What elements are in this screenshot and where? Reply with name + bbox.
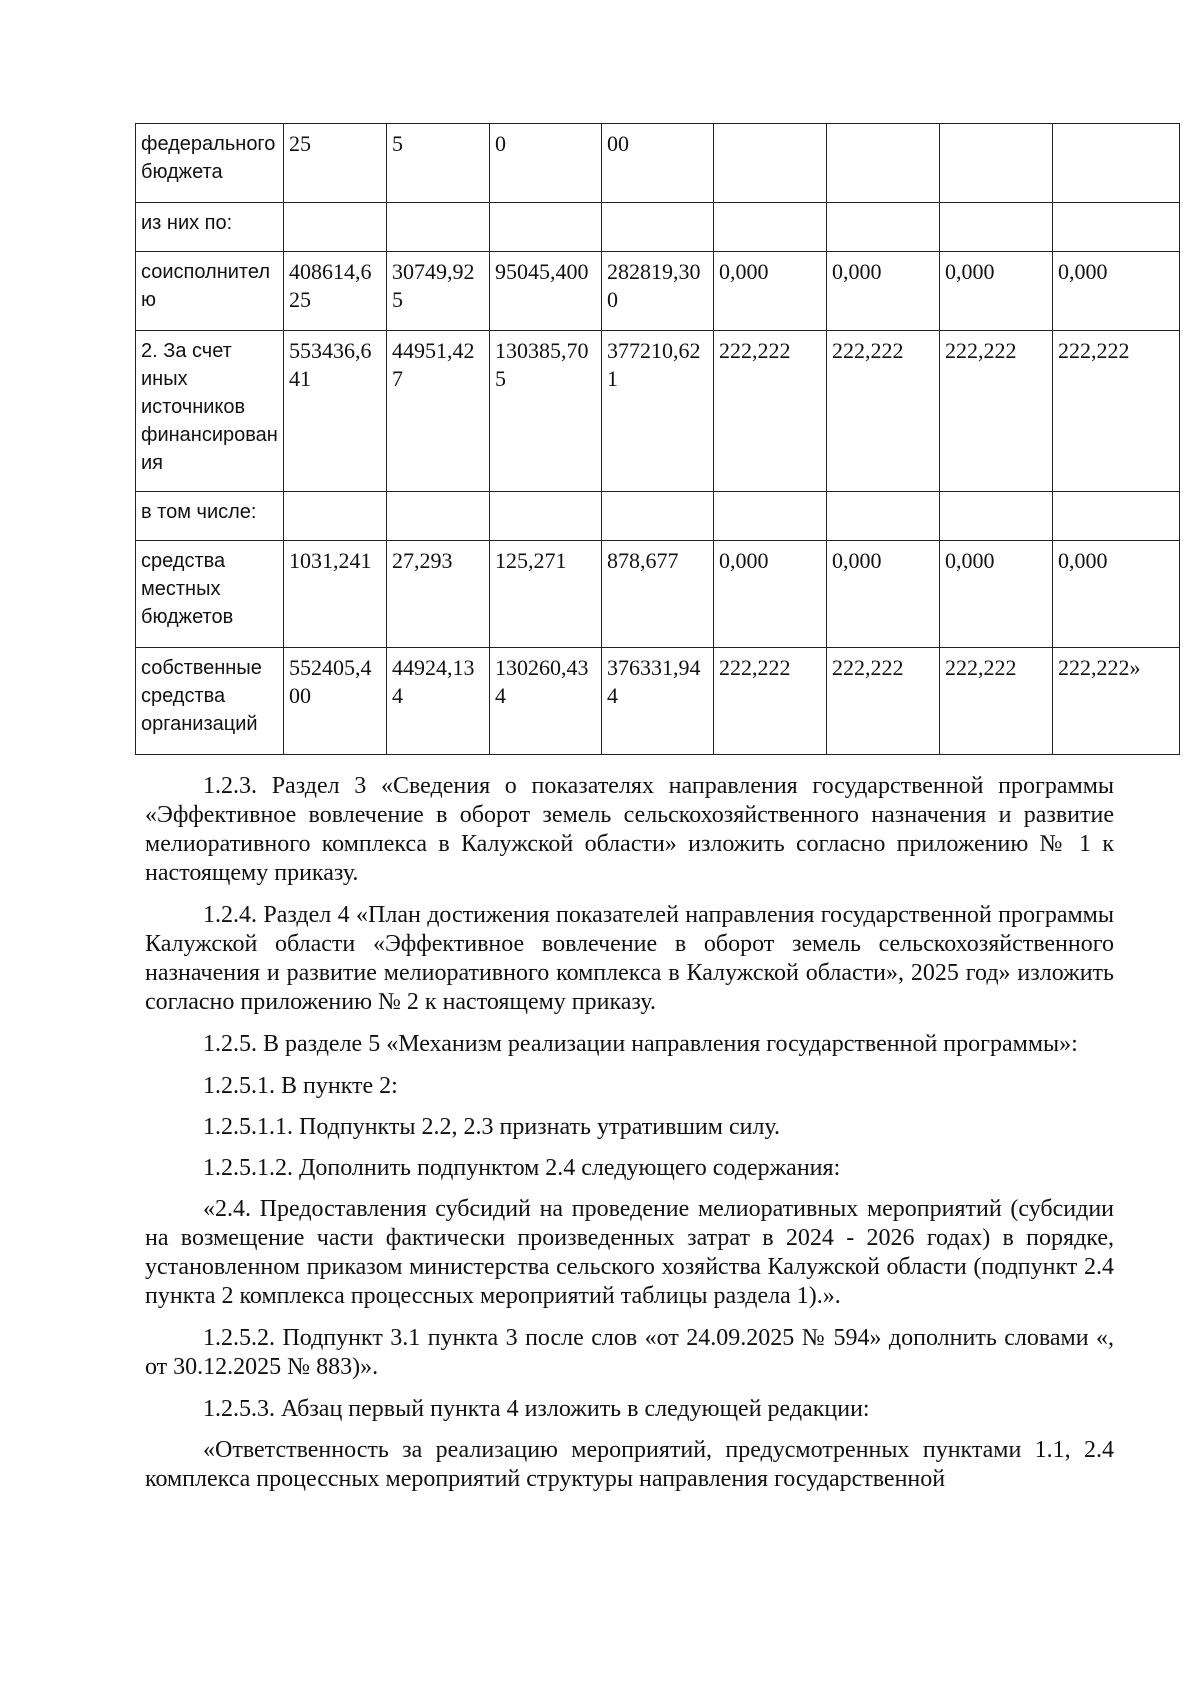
row-label: средства местных бюджетов [136,541,284,648]
paragraph: 1.2.5.2. Подпункт 3.1 пункта 3 после слов «от 24.09.2025 № 594» дополнить словами «, от 30.12.2025 № 883)». [145,1325,1114,1380]
table-cell: 408614,625 [284,252,387,331]
table-row [136,252,1180,331]
table-cell [714,124,827,203]
table-cell: 0,000 [714,541,827,648]
table-cell: 125,271 [490,541,602,648]
financing-table [135,123,1180,755]
table-row [136,648,1180,755]
table-cell: 222,222 [714,331,827,492]
row-label: из них по: [136,203,284,252]
table-cell [1053,492,1180,541]
table-cell [827,492,940,541]
table-cell: 553436,641 [284,331,387,492]
document-body [145,772,1114,1494]
table-cell: 95045,400 [490,252,602,331]
table-cell: 552405,400 [284,648,387,755]
table-cell [827,203,940,252]
table-cell: 1031,241 [284,541,387,648]
table-cell: 222,222 [714,648,827,755]
table-cell [602,203,714,252]
table-cell [284,203,387,252]
table-cell [490,203,602,252]
table-cell [387,203,490,252]
table-cell: 222,222 [827,331,940,492]
table-cell: 222,222» [1053,648,1180,755]
table-cell [940,492,1053,541]
table-cell: 44924,134 [387,648,490,755]
table-cell: 130260,434 [490,648,602,755]
table-cell: 27,293 [387,541,490,648]
table-cell [602,492,714,541]
table-cell: 282819,300 [602,252,714,331]
table-cell: 878,677 [602,541,714,648]
table-cell [387,492,490,541]
row-label: федерального бюджета [136,124,284,203]
table-cell [1053,203,1180,252]
table-cell: 25 [284,124,387,203]
paragraph: 1.2.4. Раздел 4 «План достижения показателей направления государственной программы Калужской области «Эффективное вовлечение в оборот земель сельскохозяйственного назначения и развитие мелиоративного комплекса в Калужской области», 2025 год» изложить согласно приложению № 2 к настоящему приказу. [145,902,1114,1015]
paragraph: 1.2.5.1.2. Дополнить подпунктом 2.4 следующего содержания: [203,1155,841,1181]
paragraph: 1.2.5. В разделе 5 «Механизм реализации направления государственной программы»: [203,1031,1078,1057]
table-cell [940,124,1053,203]
paragraph: 1.2.5.1. В пункте 2: [203,1073,398,1099]
table-cell: 0,000 [940,252,1053,331]
table-cell: 0,000 [1053,541,1180,648]
table-cell: 222,222 [940,648,1053,755]
table-cell: 0,000 [827,541,940,648]
table-cell [284,492,387,541]
table-cell [940,203,1053,252]
paragraph: «2.4. Предоставления субсидий на проведение мелиоративных мероприятий (субсидии на возмещение части фактически произведенных затрат в 2024 - 2026 годах) в порядке, установленном приказом министерства сельского хозяйства Калужской области (подпункт 2.4 пункта 2 комплекса процессных мероприятий таблицы раздела 1).». [145,1196,1114,1309]
table-row [136,492,1180,541]
paragraph: «Ответственность за реализацию мероприятий, предусмотренных пунктами 1.1, 2.4 комплекса процессных мероприятий структуры направления государственной [145,1437,1114,1492]
table-cell: 30749,925 [387,252,490,331]
table-row [136,203,1180,252]
table-cell: 5 [387,124,490,203]
table-cell: 222,222 [940,331,1053,492]
table-cell [490,492,602,541]
table-cell: 0,000 [1053,252,1180,331]
table-cell: 377210,621 [602,331,714,492]
table-cell: 376331,944 [602,648,714,755]
table-cell [714,492,827,541]
paragraph: 1.2.5.3. Абзац первый пункта 4 изложить в следующей редакции: [203,1396,870,1422]
table-cell: 00 [602,124,714,203]
table-row [136,124,1180,203]
paragraph: 1.2.5.1.1. Подпункты 2.2, 2.3 признать утратившим силу. [203,1114,781,1140]
table-cell: 0,000 [827,252,940,331]
table-cell: 222,222 [827,648,940,755]
paragraph: 1.2.3. Раздел 3 «Сведения о показателях направления государственной программы «Эффективное вовлечение в оборот земель сельскохозяйственного назначения и развитие мелиоративного комплекса в Калужской области» изложить согласно приложению № 1 к настоящему приказу. [145,773,1114,886]
table-cell: 44951,427 [387,331,490,492]
row-label: 2. За счет иных источников финансирования [136,331,284,492]
table-row [136,331,1180,492]
table-cell: 130385,705 [490,331,602,492]
table-cell: 0,000 [940,541,1053,648]
row-label: соисполнителю [136,252,284,331]
table-cell: 0,000 [714,252,827,331]
table-cell: 222,222 [1053,331,1180,492]
table-cell [714,203,827,252]
table-cell [1053,124,1180,203]
table-cell [827,124,940,203]
row-label: собственные средства организаций [136,648,284,755]
table-cell: 0 [490,124,602,203]
table-row [136,541,1180,648]
row-label: в том числе: [136,492,284,541]
